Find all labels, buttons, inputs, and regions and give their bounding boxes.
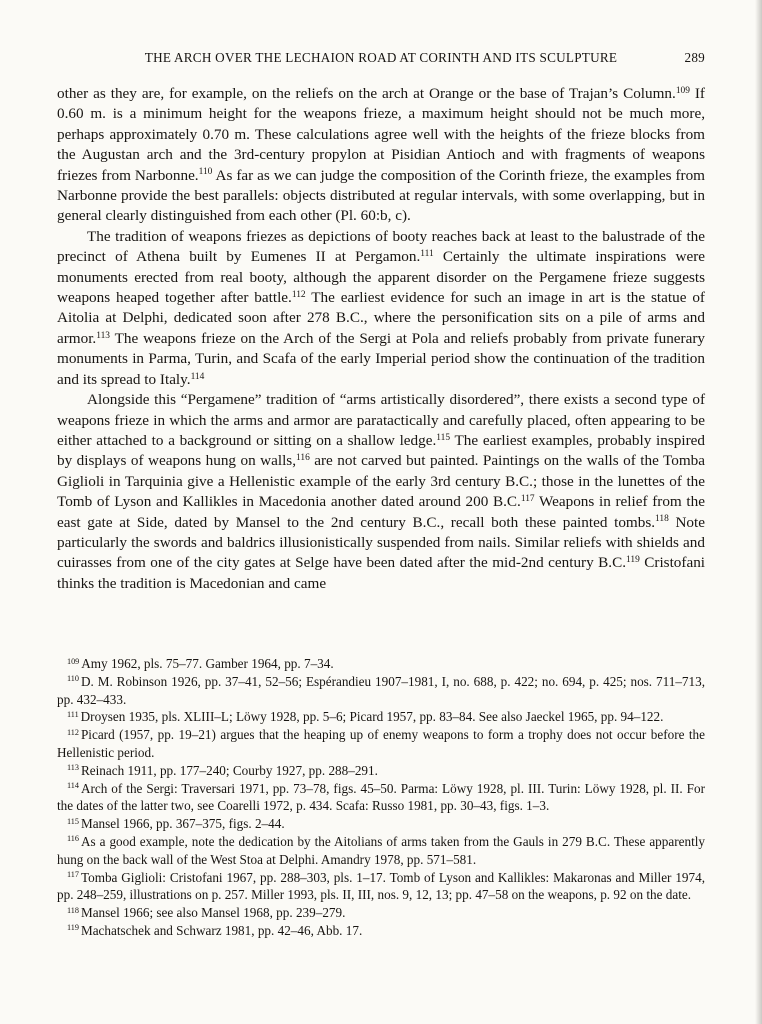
footnote-number: 117 (67, 870, 79, 880)
footnote-number: 114 (67, 781, 79, 791)
footnotes (57, 655, 705, 940)
body-paragraph: other as they are, for example, on the reliefs on the arch at Orange or the base of Trajan’s Column.$^{109}$ If 0.60 m. is a minimum height for the weapons frieze, a maximum height should not be much more, perhaps approximately 0.70 m. These calculations agree well with the heights of the frieze blocks from the Augustan arch and the 3rd-century propylon at Pisidian Antioch and with fragments of weapons friezes from Narbonne.$^{110}$ As far as we can judge the composition of the Corinth frieze, the examples from Narbonne provide the best parallels: objects distributed at regular intervals, with some overlapping, but in general clearly distinguished from each other (Pl. 60:b, c). (57, 85, 705, 225)
footnote: $^{109}$ Amy 1962, pls. 75–77. Gamber 1964, pp. 7–34. (67, 656, 334, 671)
footnote-number: 115 (67, 816, 79, 826)
footnote: $^{110}$ D. M. Robinson 1926, pp. 37–41, 52–56; Espérandieu 1907–1981, I, no. 688, p. 422; no. 694, p. 425; nos. 711–713, pp. 432–433. (57, 673, 705, 707)
footnote-ref: 110 (198, 167, 213, 178)
footnote-ref: 115 (436, 432, 451, 443)
footnote-number: 113 (67, 763, 79, 773)
body-paragraph: The tradition of weapons friezes as depictions of booty reaches back at least to the balustrade of the precinct of Athena built by Eumenes II at Pergamon.$^{111}$ Certainly the ultimate inspirations were monuments erected from real booty, although the apparent disorder on the Pergamene frieze suggests weapons heaped together after battle.$^{112}$ The earliest evidence for such an image in art is the statue of Aitolia at Delphi, dedicated soon after 278 B.C., where the personification sits on a pile of arms and armor.$^{113}$ The weapons frieze on the Arch of the Sergi at Pola and reliefs probably from private funerary monuments in Parma, Turin, and Scafa of the early Imperial period show the continuation of the tradition and its spread to Italy.$^{114}$ (57, 227, 706, 388)
running-head (57, 50, 705, 66)
footnote-number: 118 (67, 905, 79, 915)
footnote-number: 110 (67, 674, 79, 684)
footnote-number: 109 (67, 656, 80, 666)
body-paragraph: Alongside this “Pergamene” tradition of “arms artistically disordered”, there exists a second type of weapons frieze in which the arms and armor are paratactically and carefully placed, often appearing to be either attached to a background or sitting on a shallow ledge.$^{115}$ The earliest examples, probably inspired by displays of weapons hung on walls,$^{116}$ are not carved but painted. Paintings on the walls of the Tomba Giglioli in Tarquinia give a Hellenistic example of the early 3rd century B.C.; those in the lunettes of the Tomb of Lyson and Kallikles in Macedonia another dated around 200 B.C.$^{117}$ Weapons in relief from the east gate at Side, dated by Mansel to the 2nd century B.C., recall both these painted tombs.$^{118}$ Note particularly the swords and baldrics illusionistically suspended from nails. Similar reliefs with shields and cuirasses from one of the city gates at Selge have been dated after the mid-2nd century B.C.$^{119}$ Cristofani thinks the tradition is Macedonian and came (57, 391, 706, 592)
footnote: $^{116}$ As a good example, note the dedication by the Aitolians of arms taken from the Gauls in 279 B.C. These apparently hung on the back wall of the West Stoa at Delphi. Amandry 1978, pp. 571–581. (57, 833, 705, 867)
footnote: $^{114}$ Arch of the Sergi: Traversari 1971, pp. 73–78, figs. 45–50. Parma: Löwy 1928, pl. III. Turin: Löwy 1928, pl. II. For the dates of the latter two, see Coarelli 1972, p. 434. Scafa: Russo 1981, pp. 30–43, figs. 1–3. (57, 780, 705, 814)
footnote-ref: 117 (520, 493, 535, 504)
footnote: $^{112}$ Picard (1957, pp. 19–21) argues that the heaping up of enemy weapons to form a trophy does not occur before the Hellenistic period. (57, 727, 705, 760)
footnote: $^{115}$ Mansel 1966, pp. 367–375, figs. 2–44. (67, 816, 285, 832)
footnote-ref: 118 (655, 514, 669, 525)
footnote-number: 112 (67, 727, 79, 737)
scan-edge-shadow (755, 0, 762, 1024)
footnote: $^{113}$ Reinach 1911, pp. 177–240; Courby 1927, pp. 288–291. (67, 762, 378, 778)
footnote-ref: 111 (420, 249, 434, 260)
footnote-number: 111 (67, 709, 79, 719)
footnote-ref: 113 (96, 330, 110, 341)
footnote-number: 116 (67, 834, 79, 844)
footnote-ref: 109 (675, 85, 690, 96)
footnote-ref: 112 (291, 289, 306, 300)
footnote: $^{118}$ Mansel 1966; see also Mansel 1968, pp. 239–279. (67, 905, 346, 921)
footnote-ref: 116 (296, 453, 310, 464)
body-text (57, 84, 705, 594)
footnote: $^{111}$ Droysen 1935, pls. XLIII–L; Löwy 1928, pp. 5–6; Picard 1957, pp. 83–84. See also Jaeckel 1965, pp. 94–122. (67, 709, 664, 725)
running-head-title: THE ARCH OVER THE LECHAION ROAD AT CORINTH AND ITS SCULPTURE (144, 50, 618, 65)
footnote: $^{119}$ Machatschek and Schwarz 1981, pp. 42–46, Abb. 17. (67, 922, 363, 938)
page-number: 289 (684, 50, 705, 65)
footnote-ref: 114 (190, 371, 205, 382)
footnote: $^{117}$ Tomba Giglioli: Cristofani 1967, pp. 288–303, pls. 1–17. Tomb of Lyson and Kallikles: Makaronas and Miller 1974, pp. 248–259, illustrations on p. 257. Miller 1993, pls. II, III, nos. 9, 12, 13; pp. 47–58 on the weapons, p. 92 on the date. (57, 869, 705, 903)
footnote-number: 119 (67, 923, 79, 933)
footnote-ref: 119 (626, 555, 640, 566)
